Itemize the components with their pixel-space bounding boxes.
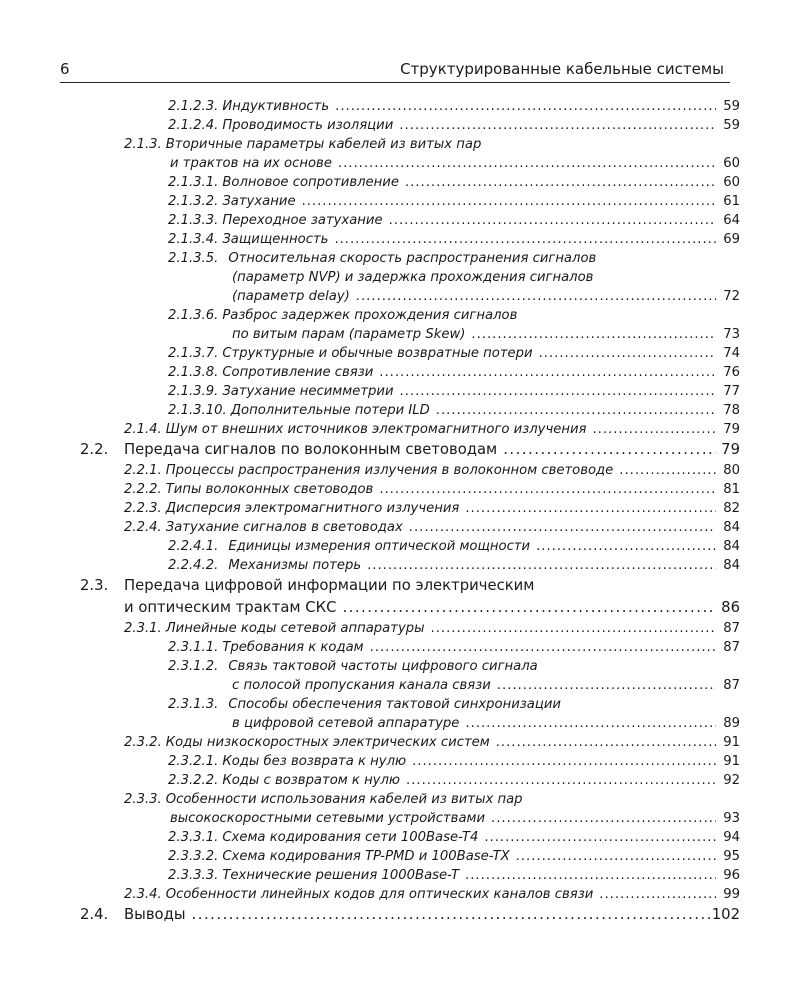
toc-page: 60 [723,175,740,190]
toc-title: Требования к кодам [222,640,364,655]
toc-title: Линейные коды сетевой аппаратуры [165,621,425,636]
toc-page: 64 [723,213,740,228]
toc-title-continuation: высокоскоростными сетевыми устройствами [170,811,486,826]
toc-title: Дополнительные потери ILD [230,403,430,418]
leader-dots [503,439,716,461]
toc-number: 2.3.3. [124,792,162,807]
leader-dots [367,556,716,575]
toc-title: Передача цифровой информации по электрическим [124,577,535,594]
toc-number: 2.1.3.4. [168,232,219,247]
running-title: Структурированные кабельные системы [400,60,724,78]
toc-entry[interactable] [0,116,800,135]
leader-dots [356,287,716,306]
toc-page: 92 [723,773,740,788]
toc-title: Относительная скорость распространения сигналов [228,251,597,266]
toc-entry[interactable] [0,135,800,173]
toc-page: 96 [723,868,740,883]
toc-number: 2.2. [80,441,109,458]
toc-number: 2.3.2. [124,735,162,750]
header-rule [60,82,730,83]
toc-number: 2.2.4.1. [168,539,219,554]
toc-entry[interactable] [0,638,800,657]
toc-entry[interactable] [0,461,800,480]
toc-title: Технические решения 1000Base-T [222,868,460,883]
toc-number: 2.1.3.5. [168,251,219,266]
toc-entry[interactable] [0,733,800,752]
toc-title: Коды с возвратом к нулю [222,773,401,788]
toc-title: Разброс задержек прохождения сигналов [222,308,518,323]
toc-entry[interactable] [0,249,800,306]
toc-entry[interactable] [0,866,800,885]
toc-page: 102 [711,906,740,923]
toc-number: 2.3.2.2. [168,773,219,788]
leader-dots [409,518,716,537]
toc-number: 2.1.3.10. [168,403,227,418]
toc-title: Затухание [222,194,296,209]
toc-page: 86 [721,599,740,616]
toc-entry[interactable] [0,619,800,638]
toc-entry[interactable] [0,363,800,382]
toc-page: 77 [723,384,740,399]
leader-dots [334,230,716,249]
toc-number: 2.1.3.3. [168,213,219,228]
toc-page: 59 [723,118,740,133]
leader-dots [619,461,716,480]
leader-dots [592,420,716,439]
leader-dots [431,619,716,638]
toc-number: 2.2.3. [124,501,162,516]
toc-entry[interactable] [0,752,800,771]
toc-entry[interactable] [0,904,800,926]
leader-dots [192,904,710,926]
leader-dots [496,733,716,752]
toc-title: Индуктивность [222,99,330,114]
toc-title: Передача сигналов по волоконным световодам [124,441,498,458]
toc-page: 87 [723,678,740,693]
toc-entry[interactable] [0,173,800,192]
leader-dots [370,638,716,657]
toc-title: Затухание сигналов в световодах [165,520,403,535]
toc-entry[interactable] [0,306,800,344]
toc-entry[interactable] [0,575,800,619]
toc-page: 95 [723,849,740,864]
toc-number: 2.1.3.8. [168,365,219,380]
toc-title: Связь тактовой частоты цифрового сигнала [228,659,538,674]
toc-entry[interactable] [0,695,800,733]
toc-page: 73 [723,327,740,342]
leader-dots [342,597,716,619]
toc-title: Коды низкоскоростных электрических систем [165,735,490,750]
toc-entry[interactable] [0,885,800,904]
toc-number: 2.3.2.1. [168,754,219,769]
toc-number: 2.4. [80,906,109,923]
leader-dots [412,752,716,771]
toc-title: Затухание несимметрии [222,384,394,399]
toc-entry[interactable] [0,828,800,847]
toc-number: 2.3.3.1. [168,830,219,845]
toc-entry[interactable] [0,771,800,790]
toc-title: Вторичные параметры кабелей из витых пар [165,137,482,152]
toc-number: 2.3. [80,577,109,594]
toc-title: Дисперсия электромагнитного излучения [165,501,460,516]
toc-title: Сопротивление связи [222,365,374,380]
toc-page: 72 [723,289,740,304]
toc-number: 2.3.3.2. [168,849,219,864]
leader-dots [379,480,716,499]
toc-title: Волновое сопротивление [222,175,399,190]
toc-number: 2.1.2.3. [168,99,219,114]
toc-entry[interactable] [0,518,800,537]
toc-number: 2.3.1.1. [168,640,219,655]
toc-number: 2.2.1. [124,463,162,478]
leader-dots [516,847,716,866]
toc-page: 94 [723,830,740,845]
toc-page: 82 [723,501,740,516]
toc-title: Процессы распространения излучения в волоконном световоде [165,463,614,478]
toc-entry[interactable] [0,537,800,556]
toc-page: 78 [723,403,740,418]
leader-dots [497,676,716,695]
leader-dots [539,344,716,363]
toc-number: 2.2.4. [124,520,162,535]
toc-title: Особенности использования кабелей из витых пар [165,792,523,807]
toc-entry[interactable] [0,439,800,461]
toc-number: 2.1.3.7. [168,346,219,361]
toc-title-continuation: по витым парам (параметр Skew) [232,327,466,342]
toc-title: Проводимость изоляции [222,118,394,133]
leader-dots [599,885,716,904]
toc-title: Типы волоконных световодов [165,482,374,497]
toc-number: 2.1.3.9. [168,384,219,399]
leader-dots [400,382,716,401]
toc-title-continuation: с полосой пропускания канала связи [232,678,491,693]
leader-dots [379,363,716,382]
leader-dots [399,116,716,135]
toc-page: 91 [723,754,740,769]
toc-number: 2.2.2. [124,482,162,497]
toc-title-continuation: (параметр NVP) и задержка прохождения сигналов [232,270,594,285]
toc-entry[interactable] [0,230,800,249]
leader-dots [335,97,716,116]
toc-page: 87 [723,621,740,636]
leader-dots [389,211,716,230]
leader-dots [465,866,716,885]
toc-page: 87 [723,640,740,655]
toc-title-continuation: в цифровой сетевой аппаратуре [232,716,460,731]
toc-number: 2.3.1.2. [168,659,219,674]
toc-entry[interactable] [0,382,800,401]
toc-title: Схема кодирования TP-PMD и 100Base-TX [222,849,510,864]
toc-page: 74 [723,346,740,361]
toc-title: Переходное затухание [222,213,383,228]
toc-entry[interactable] [0,480,800,499]
toc-number: 2.1.3. [124,137,162,152]
toc-number: 2.3.4. [124,887,162,902]
toc-title: Защищенность [222,232,329,247]
toc-page: 76 [723,365,740,380]
toc-number: 2.1.3.6. [168,308,219,323]
toc-page: 89 [723,716,740,731]
toc-title-continuation: и трактов на их основе [170,156,332,171]
toc-page: 80 [723,463,740,478]
toc-entry[interactable] [0,401,800,420]
leader-dots [405,173,716,192]
toc-page: 79 [723,422,740,437]
toc-number: 2.1.3.1. [168,175,219,190]
toc-entry[interactable] [0,211,800,230]
table-of-contents [0,97,800,926]
toc-page: 59 [723,99,740,114]
toc-title: Структурные и обычные возвратные потери [222,346,533,361]
toc-entry[interactable] [0,847,800,866]
toc-entry[interactable] [0,192,800,211]
toc-number: 2.1.4. [124,422,162,437]
toc-entry[interactable] [0,499,800,518]
toc-page: 84 [723,539,740,554]
leader-dots [436,401,716,420]
leader-dots [302,192,716,211]
toc-page: 69 [723,232,740,247]
toc-page: 61 [723,194,740,209]
toc-entry[interactable] [0,556,800,575]
leader-dots [465,714,716,733]
toc-title: Особенности линейных кодов для оптических каналов связи [165,887,594,902]
toc-title: Шум от внешних источников электромагнитного излучения [165,422,587,437]
toc-number: 2.3.1.3. [168,697,219,712]
toc-title-continuation: (параметр delay) [232,289,350,304]
page-number: 6 [60,60,70,78]
toc-page: 99 [723,887,740,902]
leader-dots [471,325,716,344]
toc-title: Способы обеспечения тактовой синхронизации [228,697,561,712]
toc-title-continuation: и оптическим трактам СКС [124,599,337,616]
leader-dots [536,537,716,556]
toc-entry[interactable] [0,790,800,828]
toc-title: Коды без возврата к нулю [222,754,407,769]
toc-title: Механизмы потерь [228,558,362,573]
toc-number: 2.3.3.3. [168,868,219,883]
toc-page: 91 [723,735,740,750]
toc-title: Схема кодирования сети 100Base-T4 [222,830,479,845]
toc-page: 60 [723,156,740,171]
leader-dots [406,771,716,790]
toc-entry[interactable] [0,420,800,439]
toc-page: 93 [723,811,740,826]
toc-entry[interactable] [0,657,800,695]
toc-title: Единицы измерения оптической мощности [228,539,531,554]
toc-page: 84 [723,520,740,535]
leader-dots [484,828,716,847]
toc-title: Выводы [124,906,186,923]
leader-dots [465,499,716,518]
toc-page: 79 [721,441,740,458]
toc-page: 81 [723,482,740,497]
toc-number: 2.3.1. [124,621,162,636]
toc-entry[interactable] [0,344,800,363]
leader-dots [491,809,716,828]
toc-page: 84 [723,558,740,573]
leader-dots [338,154,716,173]
toc-number: 2.1.3.2. [168,194,219,209]
toc-entry[interactable] [0,97,800,116]
toc-number: 2.2.4.2. [168,558,219,573]
toc-number: 2.1.2.4. [168,118,219,133]
